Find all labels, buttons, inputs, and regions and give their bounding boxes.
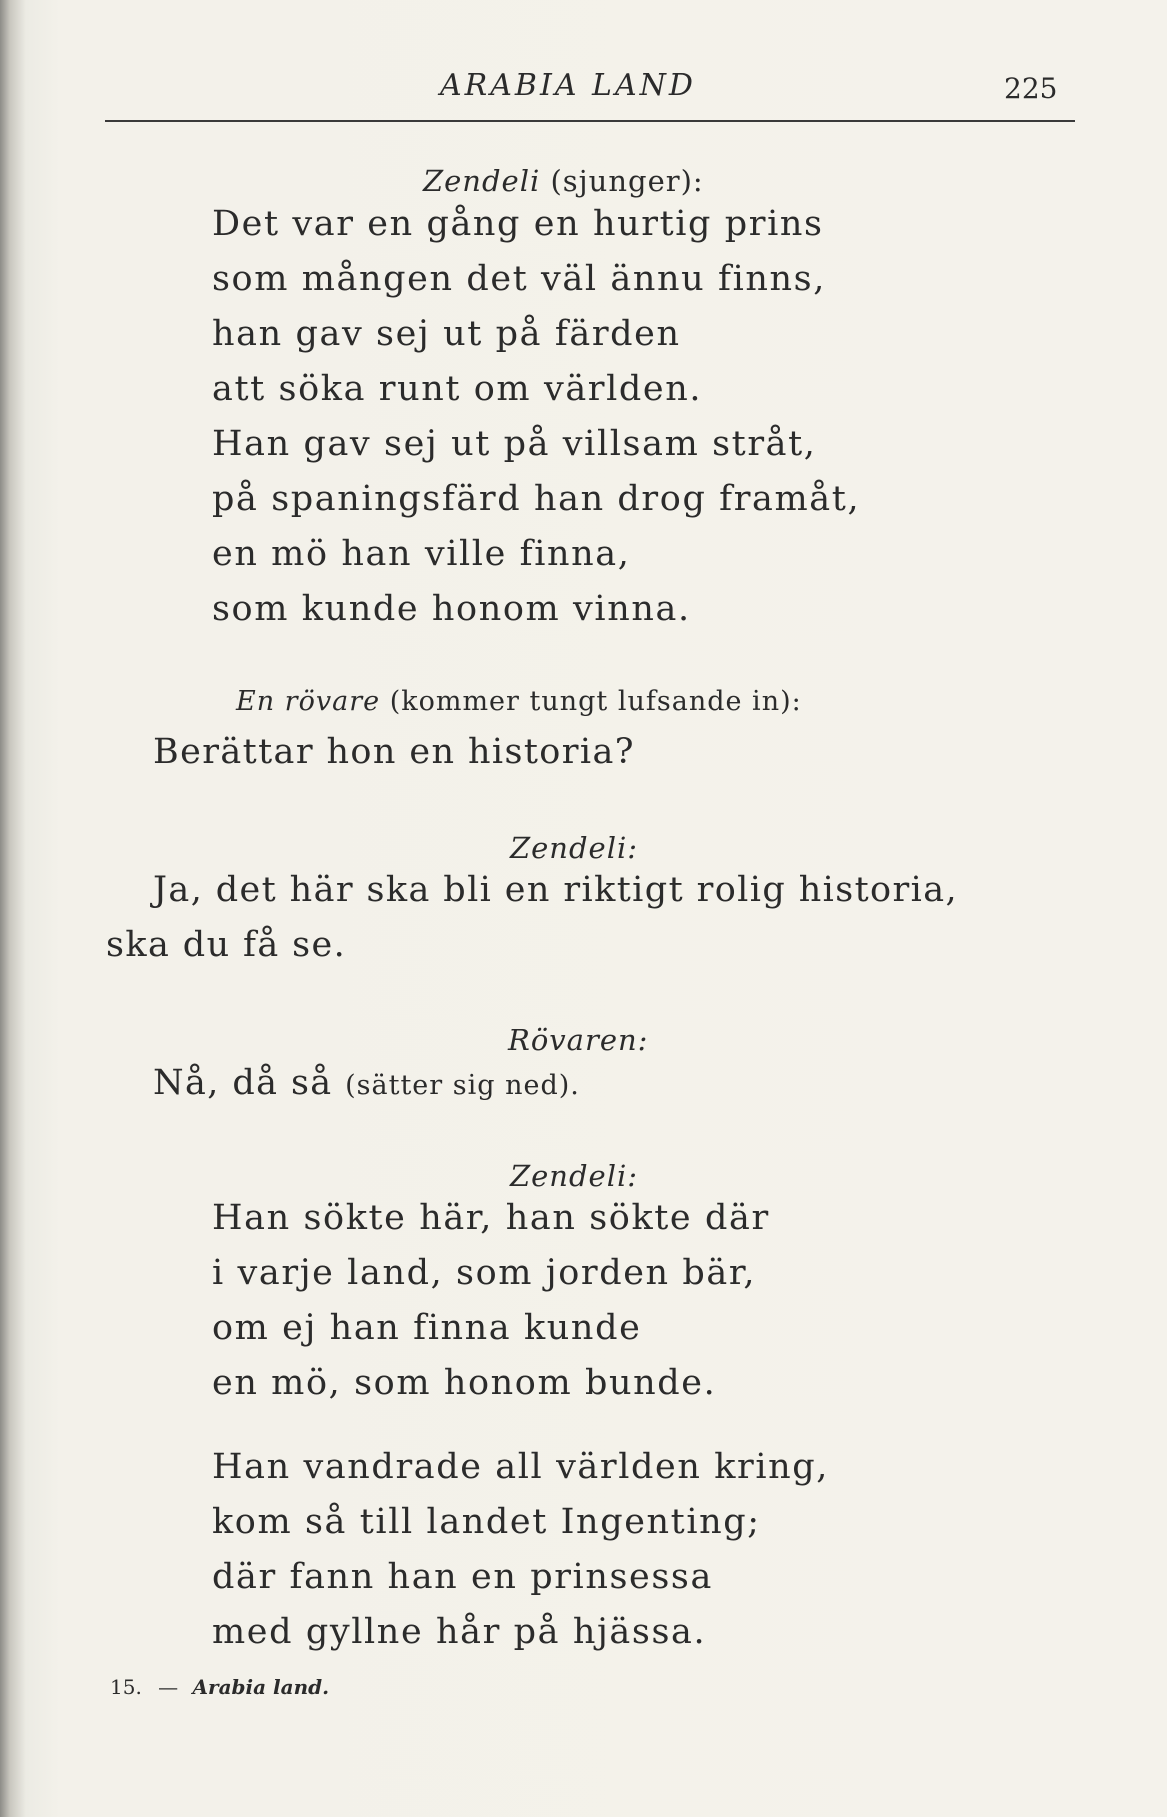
speaker-heading [508, 1023, 648, 1057]
dialogue-line [153, 1063, 580, 1103]
dialogue-line: Berättar hon en historia? [153, 732, 635, 772]
verse-line: han gav sej ut på färden [212, 314, 681, 354]
verse-line: kom så till landet Ingenting; [212, 1502, 761, 1542]
signature-number: 15. [110, 1675, 142, 1699]
verse-line: en mö, som honom bunde. [212, 1363, 717, 1403]
verse-line: om ej han finna kunde [212, 1308, 642, 1348]
verse-line: som kunde honom vinna. [212, 589, 691, 629]
verse-line: Han sökte här, han sökte där [212, 1198, 770, 1238]
verse-line: Han vandrade all världen kring, [212, 1447, 830, 1487]
speaker-name: Zendeli [423, 164, 541, 198]
dialogue-line: Ja, det här ska bli en riktigt rolig historia, [153, 870, 959, 910]
speaker-heading [510, 831, 638, 865]
stage-direction: (sätter sig ned). [345, 1070, 580, 1101]
verse-line: att söka runt om världen. [212, 369, 703, 409]
speaker-name: Zendeli: [510, 1159, 639, 1193]
verse-line: Han gav sej ut på villsam stråt, [212, 424, 817, 464]
signature-dash: — [158, 1675, 179, 1699]
page-number: 225 [1004, 72, 1058, 105]
verse-line: med gyllne hår på hjässa. [212, 1612, 707, 1652]
header-rule [105, 120, 1075, 122]
dialogue-text: Nå, då så [153, 1063, 333, 1103]
speaker-heading [423, 164, 704, 198]
stage-direction: (sjunger): [550, 164, 704, 198]
signature-book-title: Arabia land. [192, 1675, 330, 1699]
verse-line: en mö han ville finna, [212, 534, 631, 574]
verse-line: Det var en gång en hurtig prins [212, 204, 824, 244]
verse-line: som mången det väl ännu finns, [212, 259, 826, 299]
dialogue-line: ska du få se. [106, 925, 347, 965]
verse-line: på spaningsfärd han drog framåt, [212, 479, 861, 519]
verse-line: i varje land, som jorden bär, [212, 1253, 757, 1293]
speaker-name: Rövaren: [508, 1023, 649, 1057]
running-title: ARABIA LAND [440, 68, 696, 103]
verse-line: där fann han en prinsessa [212, 1557, 713, 1597]
speaker-heading [510, 1159, 638, 1193]
printer-signature [110, 1675, 329, 1699]
stage-direction: (kommer tungt lufsande in): [389, 686, 802, 717]
speaker-name: Zendeli: [510, 831, 639, 865]
speaker-name: En rövare [236, 686, 381, 717]
speaker-heading [236, 686, 802, 717]
